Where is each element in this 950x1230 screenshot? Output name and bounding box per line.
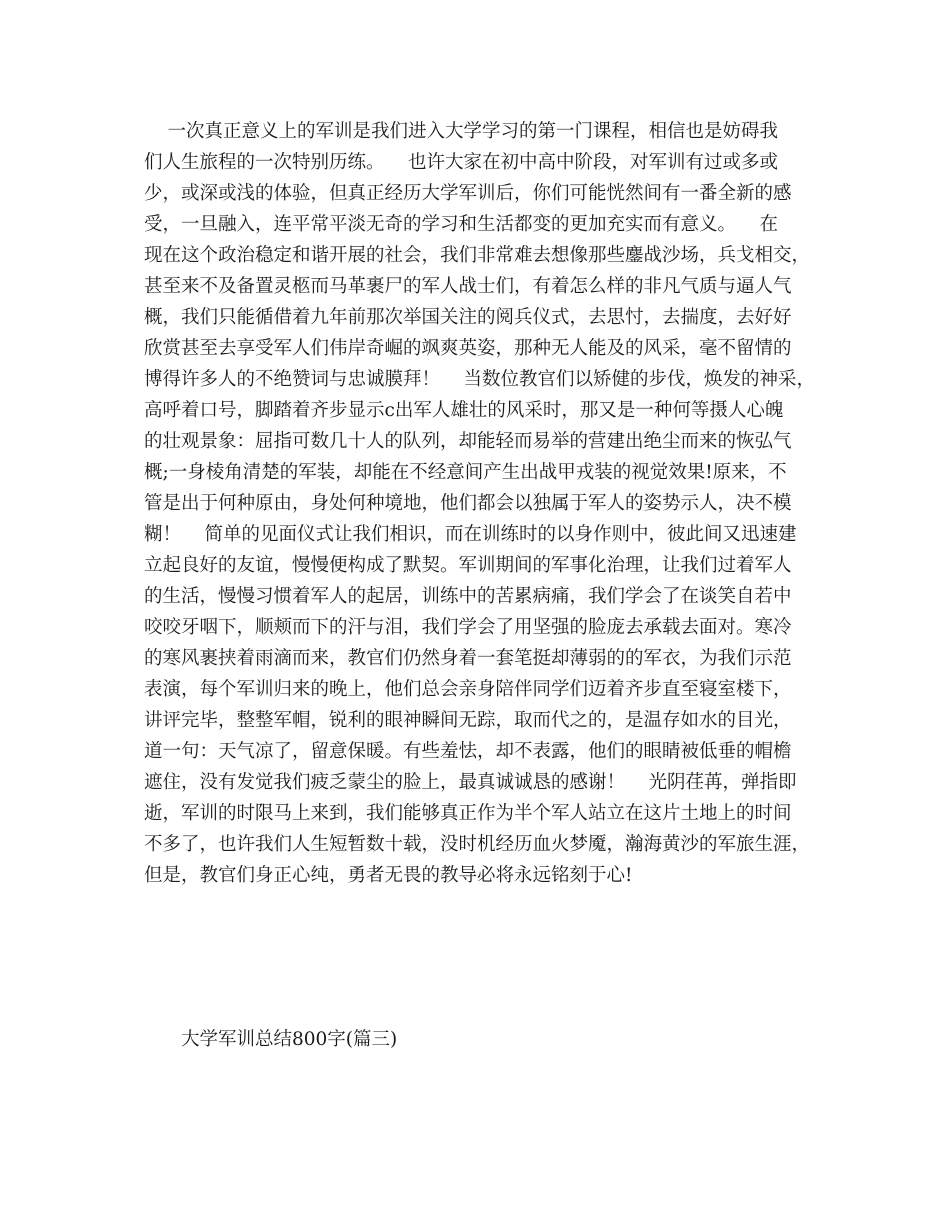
- text-line: 逝，军训的时限马上来到，我们能够真正作为半个军人站立在这片土地上的时间: [144, 803, 792, 824]
- text-line: 管是出于何种原由，身处何种境地，他们都会以独属于军人的姿势示人，决不模: [144, 493, 792, 514]
- text-line: 们人生旅程的一次特别历练。 也许大家在初中高中阶段，对军训有过或多或: [144, 152, 779, 173]
- text-line: 糊！ 简单的见面仪式让我们相识，而在训练时的以身作则中，彼此间又迅速建: [144, 524, 797, 545]
- text-line: 的壮观景象：屈指可数几十人的队列，却能轻而易举的营建出绝尘而来的恢弘气: [144, 431, 792, 452]
- text-line: 高呼着口号，脚踏着齐步显示c出军人雄壮的风采时，那又是一种何等摄人心魄: [144, 400, 784, 421]
- text-line: 甚至来不及备置灵柩而马革裹尸的军人战士们，有着怎么样的非凡气质与逼人气: [144, 276, 792, 297]
- text-line: 表演，每个军训归来的晚上，他们总会亲身陪伴同学们迈着齐步直至寝室楼下，: [144, 679, 792, 700]
- text-line: 博得许多人的不绝赞词与忠诚膜拜！ 当数位教官们以矫健的步伐，焕发的神采，: [144, 369, 816, 390]
- text-line: 道一句：天气凉了，留意保暖。有些羞怯，却不表露，他们的眼睛被低垂的帽檐: [144, 741, 792, 762]
- text-line: 概;一身棱角清楚的军装，却能在不经意间产生出战甲戎装的视觉效果!原来，不: [144, 462, 787, 483]
- text-line: 但是，教官们身正心纯，勇者无畏的教导必将永远铭刻于心!: [144, 865, 633, 886]
- text-line: 受，一旦融入，连平常平淡无奇的学习和生活都变的更加充实而有意义。 在: [144, 214, 779, 235]
- text-line: 不多了，也许我们人生短暂数十载，没时机经历血火梦魇，瀚海黄沙的军旅生涯，: [144, 834, 811, 855]
- text-line: 欣赏甚至去享受军人们伟岸奇崛的飒爽英姿，那种无人能及的风采，毫不留情的: [144, 338, 792, 359]
- essay-body: [144, 116, 824, 891]
- section-heading: 大学军训总结800字(篇三): [181, 1029, 398, 1050]
- text-line: 遮住，没有发觉我们疲乏蒙尘的脸上，最真诚诚恳的感谢！ 光阴荏苒，弹指即: [144, 772, 797, 793]
- text-line: 概，我们只能循借着九年前那次举国关注的阅兵仪式，去思忖，去揣度，去好好: [144, 307, 792, 328]
- text-line: 现在这个政治稳定和谐开展的社会，我们非常难去想像那些鏖战沙场，兵戈相交，: [144, 245, 811, 266]
- text-line: 的寒风裹挟着雨滴而来，教官们仍然身着一套笔挺却薄弱的的军衣，为我们示范: [144, 648, 792, 669]
- text-line: 立起良好的友谊，慢慢便构成了默契。军训期间的军事化治理，让我们过着军人: [144, 555, 792, 576]
- text-line: 的生活，慢慢习惯着军人的起居，训练中的苦累病痛，我们学会了在谈笑自若中: [144, 586, 792, 607]
- text-line: 讲评完毕，整整军帽，锐利的眼神瞬间无踪，取而代之的，是温存如水的目光，: [144, 710, 792, 731]
- text-line: 咬咬牙咽下，顺颊而下的汗与泪，我们学会了用坚强的脸庞去承载去面对。寒冷: [144, 617, 792, 638]
- text-line: 少，或深或浅的体验，但真正经历大学军训后，你们可能恍然间有一番全新的感: [144, 183, 792, 204]
- text-line: 一次真正意义上的军训是我们进入大学学习的第一门课程，相信也是妨碍我: [144, 121, 779, 142]
